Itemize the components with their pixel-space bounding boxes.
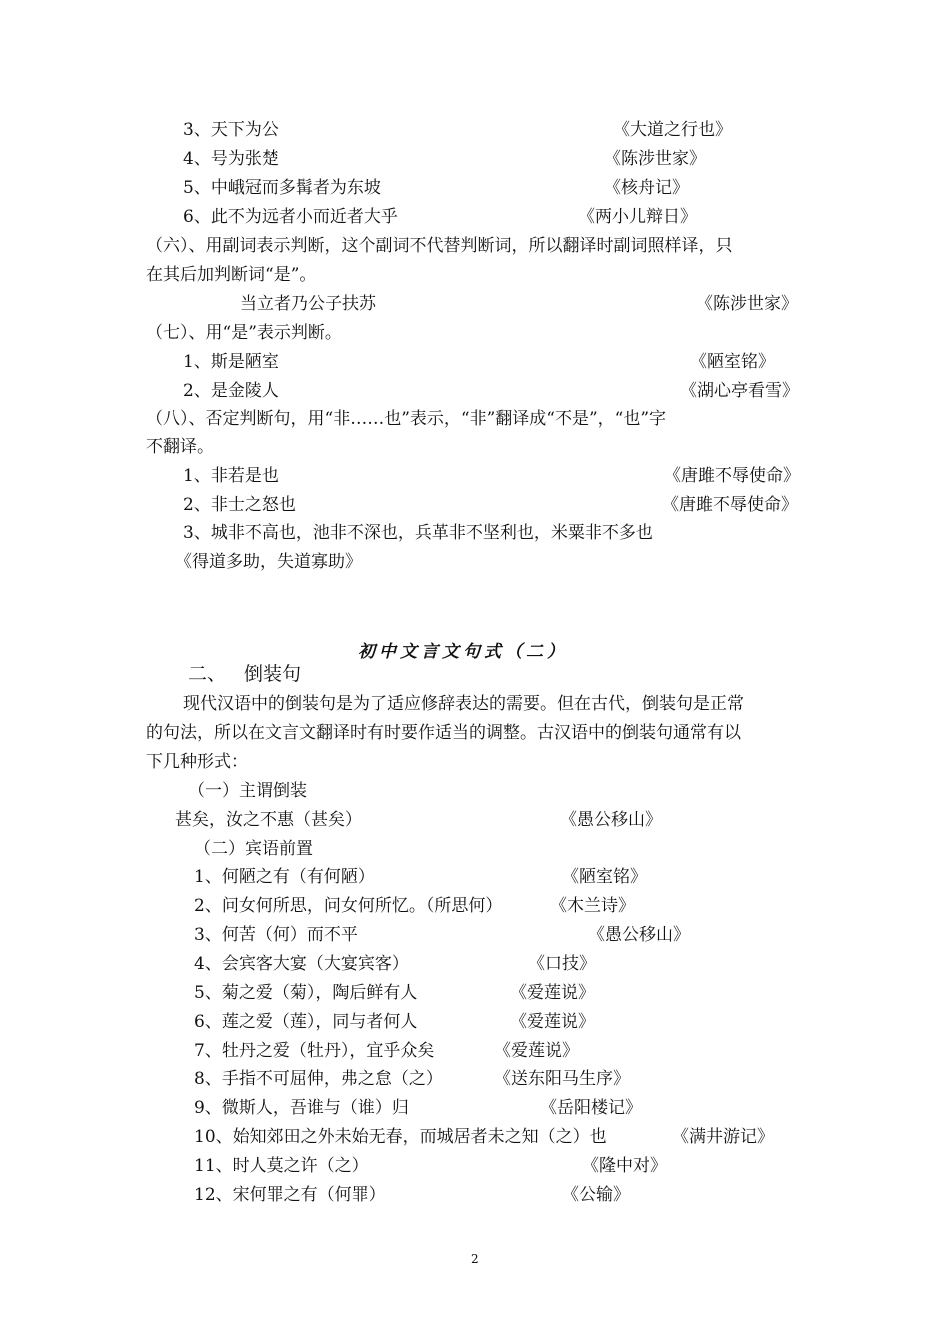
source-title: 《得道多助，失道寡助》: [175, 552, 362, 572]
paragraph-line: 下几种形式：: [146, 752, 248, 772]
paragraph-line: （六）、用副词表示判断，这个副词不代替判断词，所以翻译时副词照样译，只: [146, 236, 733, 256]
source-title: 《陈涉世家》: [604, 149, 706, 169]
list-item: 10、始知郊田之外未始无春，而城居者未之知（之）也: [194, 1127, 607, 1147]
list-item: 11、时人莫之许（之）: [194, 1156, 369, 1176]
source-title: 《核舟记》: [604, 178, 689, 198]
example-line: 甚矣，汝之不惠（甚矣）: [175, 810, 362, 830]
example-line: 3、天下为公: [183, 120, 279, 140]
subsection-heading: （一）主谓倒装: [188, 781, 307, 801]
source-title: 《公输》: [562, 1185, 630, 1205]
example-line: 2、是金陵人: [183, 381, 279, 401]
section-heading-number: 二、: [188, 663, 227, 685]
list-item: 2、问女何所思，问女何所忆。（所思何）: [194, 896, 503, 916]
list-item: 7、牡丹之爱（牡丹），宜乎众矣: [194, 1041, 435, 1061]
source-title: 《陋室铭》: [562, 867, 647, 887]
example-line: 6、此不为远者小而近者大乎: [183, 207, 398, 227]
source-title: 《送东阳马生序》: [494, 1069, 630, 1089]
source-title: 《岳阳楼记》: [540, 1098, 642, 1118]
list-item: 1、何陋之有（有何陋）: [194, 867, 375, 887]
list-item: 5、菊之爱（菊），陶后鲜有人: [194, 983, 418, 1003]
example-line: 2、非士之怒也: [183, 495, 296, 515]
example-line: 1、斯是陋室: [183, 352, 279, 372]
source-title: 《愚公移山》: [560, 810, 662, 830]
paragraph-line: 在其后加判断词“是”。: [146, 265, 317, 285]
paragraph-line: 现代汉语中的倒装句是为了适应修辞表达的需要。但在古代，倒装句是正常: [183, 694, 744, 714]
source-title: 《爱莲说》: [494, 1041, 579, 1061]
list-item: 8、手指不可屈伸，弗之怠（之）: [194, 1069, 443, 1089]
source-title: 《爱莲说》: [510, 1012, 595, 1032]
source-title: 《湖心亭看雪》: [680, 381, 799, 401]
source-title: 《木兰诗》: [550, 896, 635, 916]
section-title: 初中文言文句式（二）: [358, 642, 568, 662]
subsection-heading: （二）宾语前置: [194, 839, 313, 859]
source-title: 《口技》: [528, 954, 596, 974]
list-item: 9、微斯人，吾谁与（谁）归: [194, 1098, 409, 1118]
list-item: 3、何苦（何）而不平: [194, 925, 358, 945]
paragraph-line: 不翻译。: [146, 437, 214, 457]
example-line: 4、号为张楚: [183, 149, 279, 169]
source-title: 《满井游记》: [672, 1127, 774, 1147]
section-heading: 倒装句: [244, 663, 302, 685]
source-title: 《唐雎不辱使命》: [662, 495, 798, 515]
list-item: 4、会宾客大宴（大宴宾客）: [194, 954, 409, 974]
source-title: 《陋室铭》: [690, 352, 775, 372]
paragraph-line: （七）、用“是”表示判断。: [146, 323, 342, 343]
source-title: 《两小儿辩日》: [578, 207, 697, 227]
example-line: 5、中峨冠而多髯者为东坡: [183, 178, 381, 198]
list-item: 6、莲之爱（莲），同与者何人: [194, 1012, 418, 1032]
page-number: 2: [471, 1252, 479, 1266]
source-title: 《陈涉世家》: [696, 294, 798, 314]
paragraph-line: 的句法，所以在文言文翻译时有时要作适当的调整。古汉语中的倒装句通常有以: [146, 723, 741, 743]
source-title: 《大道之行也》: [613, 120, 732, 140]
source-title: 《爱莲说》: [510, 983, 595, 1003]
example-line: 1、非若是也: [183, 466, 279, 486]
example-line: 当立者乃公子扶苏: [240, 294, 376, 314]
example-line: 3、城非不高也，池非不深也，兵革非不坚利也，米粟非不多也: [183, 523, 653, 543]
paragraph-line: （八）、否定判断句，用“非……也”表示，“非”翻译成“不是”，“也”字: [146, 409, 667, 429]
source-title: 《唐雎不辱使命》: [664, 466, 800, 486]
list-item: 12、宋何罪之有（何罪）: [194, 1185, 386, 1205]
source-title: 《愚公移山》: [588, 925, 690, 945]
source-title: 《隆中对》: [582, 1156, 667, 1176]
